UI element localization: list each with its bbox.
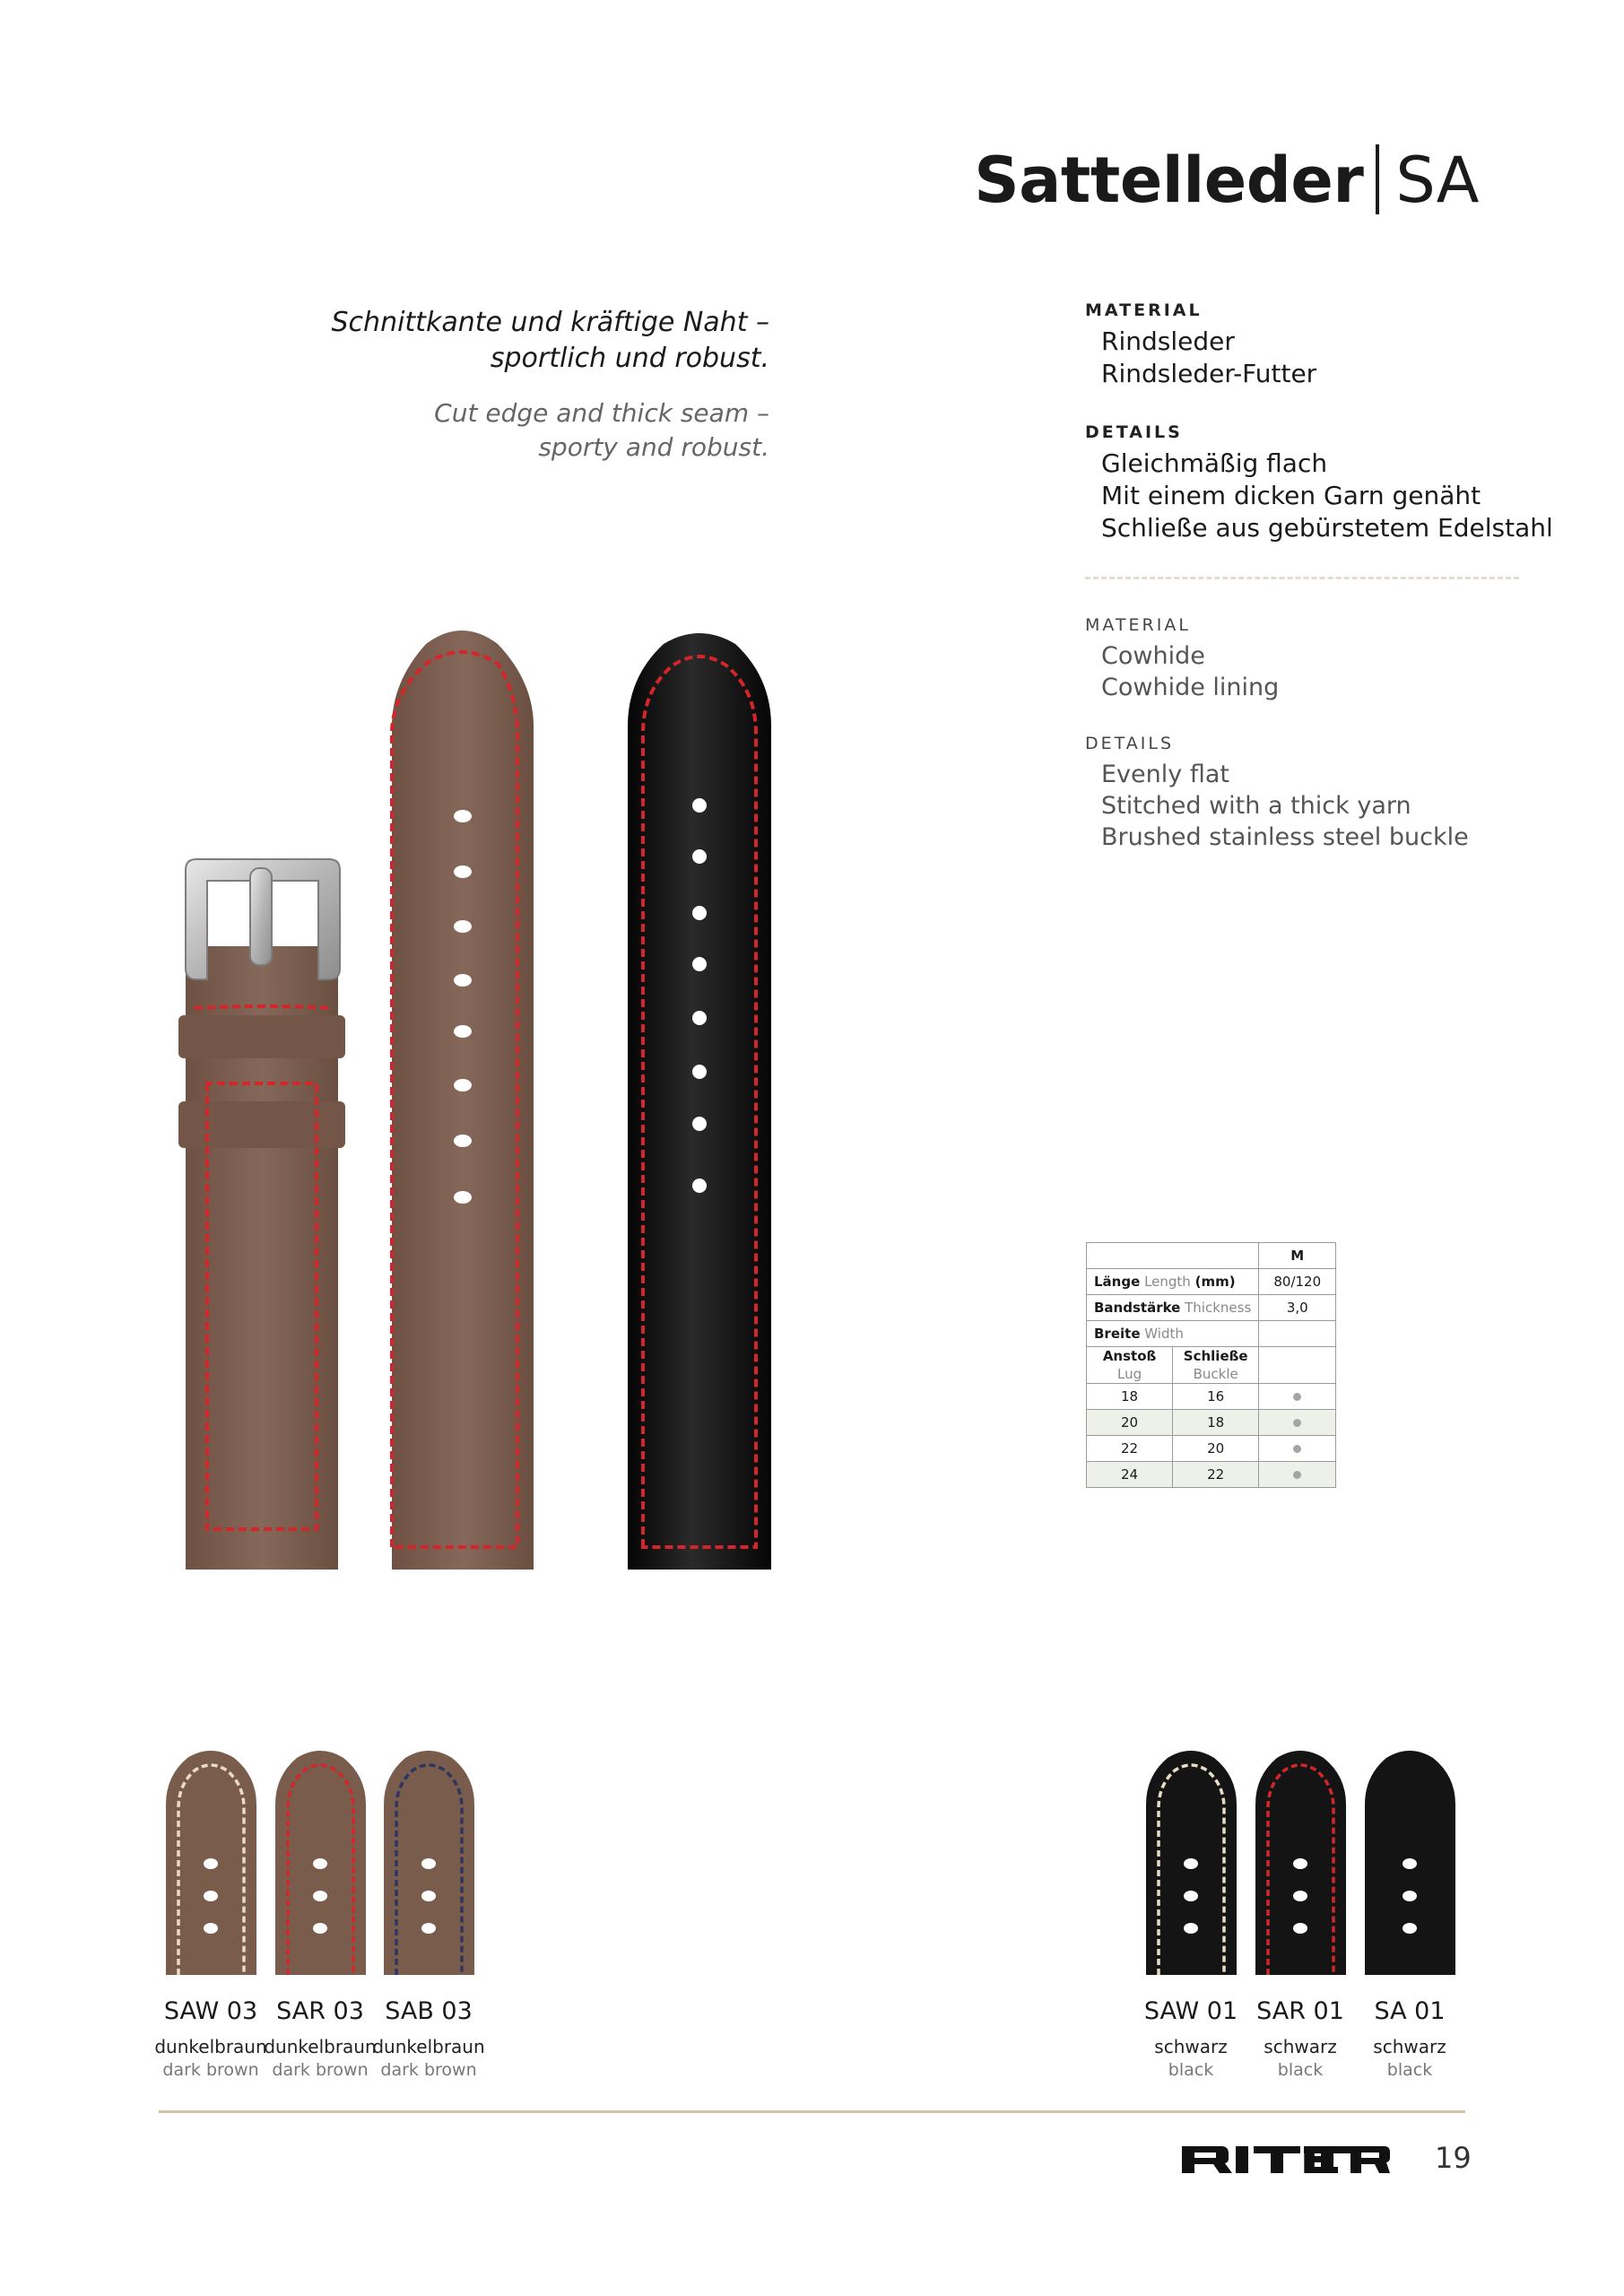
- tagline-english: [434, 396, 769, 465]
- swatch-sa-01: [1363, 1749, 1457, 1975]
- material-label-de: MATERIAL: [1085, 300, 1203, 320]
- thickness-label: Bandstärke Thickness: [1087, 1295, 1259, 1321]
- details-label-en: DETAILS: [1085, 734, 1175, 753]
- table-row: [1087, 1269, 1336, 1295]
- details-item: Stitched with a thick yarn: [1101, 792, 1411, 820]
- variant-color-de: schwarz: [1373, 2036, 1446, 2057]
- table-row: [1087, 1436, 1336, 1462]
- length-value: 80/120: [1259, 1269, 1336, 1295]
- strap-black: [628, 633, 771, 1570]
- swatch-saw-01: [1144, 1749, 1238, 1975]
- title-code: SA: [1395, 144, 1479, 217]
- table-row: [1087, 1243, 1336, 1269]
- availability-dot-icon: [1293, 1393, 1301, 1401]
- footer-divider: [159, 2110, 1465, 2113]
- buckle-value: 20: [1173, 1436, 1259, 1462]
- details-item: Evenly flat: [1101, 761, 1229, 788]
- details-list-en: [1101, 759, 1469, 853]
- table-row: [1087, 1462, 1336, 1488]
- variant-color-de: dunkelbraun: [372, 2036, 485, 2057]
- availability-dot-icon: [1293, 1445, 1301, 1453]
- table-row: [1087, 1295, 1336, 1321]
- buckle-value: 16: [1173, 1384, 1259, 1410]
- availability-dot-icon: [1293, 1419, 1301, 1427]
- table-row: [1087, 1384, 1336, 1410]
- ritter-logo: [1182, 2146, 1390, 2173]
- lug-value: 22: [1087, 1436, 1173, 1462]
- section-divider: [1085, 577, 1519, 579]
- table-row: [1087, 1410, 1336, 1436]
- variant-code: SAW 03: [163, 1997, 258, 2025]
- lug-value: 20: [1087, 1410, 1173, 1436]
- size-header: M: [1259, 1243, 1336, 1269]
- material-label-en: MATERIAL: [1085, 615, 1191, 635]
- details-item: Brushed stainless steel buckle: [1101, 823, 1469, 851]
- title-separator: [1376, 144, 1379, 214]
- variant-code: SAB 03: [385, 1997, 473, 2025]
- length-label: Länge Length (mm): [1087, 1269, 1259, 1295]
- tagline-german-line-2: sportlich und robust.: [490, 343, 769, 374]
- table-row: [1087, 1321, 1336, 1347]
- details-item: Mit einem dicken Garn genäht: [1101, 481, 1481, 510]
- details-item: Schließe aus gebürstetem Edelstahl: [1101, 513, 1553, 543]
- variant-color-en: black: [1168, 2060, 1214, 2080]
- variant-color-en: dark brown: [272, 2060, 369, 2080]
- lug-value: 18: [1087, 1384, 1173, 1410]
- title-main: Sattelleder: [974, 144, 1364, 217]
- buckle-value: 18: [1173, 1410, 1259, 1436]
- swatch-sar-03: [274, 1749, 368, 1975]
- tagline-english-line-2: sporty and robust.: [538, 432, 769, 462]
- variant-color-de: schwarz: [1154, 2036, 1228, 2057]
- variant-color-en: black: [1277, 2060, 1324, 2080]
- variant-color-en: dark brown: [162, 2060, 259, 2080]
- buckle-value: 22: [1173, 1462, 1259, 1488]
- long-strap-brown: [392, 631, 551, 1570]
- page-number: 19: [1435, 2141, 1472, 2175]
- variant-code: SA 01: [1374, 1997, 1446, 2025]
- swatch-saw-03: [164, 1749, 258, 1975]
- width-label: Breite Width: [1087, 1321, 1259, 1347]
- details-label-de: DETAILS: [1085, 422, 1183, 442]
- variant-color-en: black: [1386, 2060, 1433, 2080]
- variant-code: SAR 03: [276, 1997, 364, 2025]
- material-list-en: [1101, 640, 1279, 703]
- lug-header: Anstoß Lug: [1087, 1347, 1173, 1384]
- material-list-de: [1101, 326, 1316, 390]
- tagline-german-line-1: Schnittkante und kräftige Naht –: [331, 307, 769, 338]
- variant-color-en: dark brown: [380, 2060, 477, 2080]
- variant-color-de: dunkelbraun: [154, 2036, 267, 2057]
- buckle-header: Schließe Buckle: [1173, 1347, 1259, 1384]
- availability-dot-icon: [1293, 1471, 1301, 1479]
- variant-code: SAW 01: [1143, 1997, 1238, 2025]
- table-row: [1087, 1347, 1336, 1384]
- page-title: [974, 144, 1479, 217]
- material-item: Cowhide lining: [1101, 674, 1280, 701]
- material-item: Rindsleder: [1101, 326, 1235, 356]
- swatch-sar-01: [1254, 1749, 1348, 1975]
- swatch-sab-03: [382, 1749, 476, 1975]
- details-item: Gleichmäßig flach: [1101, 448, 1328, 478]
- details-list-de: [1101, 448, 1553, 544]
- buckle-strap: [178, 942, 345, 1587]
- variant-color-de: schwarz: [1264, 2036, 1337, 2057]
- material-item: Cowhide: [1101, 642, 1205, 670]
- material-item: Rindsleder-Futter: [1101, 359, 1317, 388]
- product-image: [175, 628, 803, 1587]
- lug-value: 24: [1087, 1462, 1173, 1488]
- tagline-english-line-1: Cut edge and thick seam –: [434, 398, 769, 428]
- tagline-german: [332, 305, 769, 377]
- variant-color-de: dunkelbraun: [264, 2036, 377, 2057]
- variant-code: SAR 01: [1256, 1997, 1344, 2025]
- size-table: [1086, 1242, 1336, 1488]
- thickness-value: 3,0: [1259, 1295, 1336, 1321]
